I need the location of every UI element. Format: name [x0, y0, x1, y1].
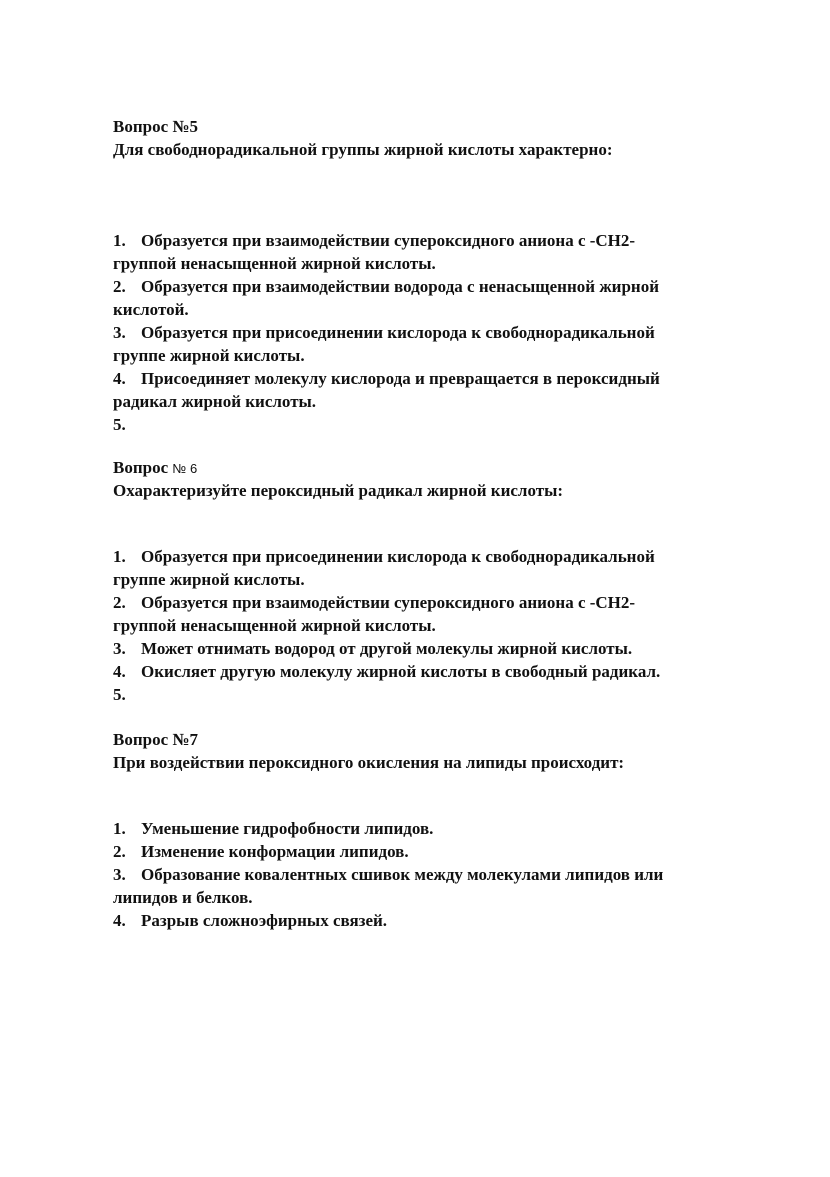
answer-item: [113, 660, 733, 683]
answer-item: [113, 591, 733, 637]
question-title-word: Вопрос: [113, 117, 169, 136]
question-prompt: При воздействии пероксидного окисления на липиды происходит:: [113, 753, 625, 772]
answer-item: [113, 545, 733, 591]
answer-item: [113, 817, 733, 840]
answer-text-continued: кислотой.: [113, 300, 189, 319]
answer-number: 4.: [113, 369, 126, 388]
answer-number: 2.: [113, 842, 126, 861]
question-7: [113, 728, 733, 930]
answer-item: [113, 229, 733, 275]
answer-text-continued: группой ненасыщенной жирной кислоты.: [113, 616, 436, 635]
answer-text: Образование ковалентных сшивок между молекулами липидов или: [141, 865, 664, 884]
answer-item: [113, 321, 733, 367]
question-title: [113, 115, 733, 138]
answer-text-continued: группой ненасыщенной жирной кислоты.: [113, 254, 436, 273]
question-prompt: Охарактеризуйте пероксидный радикал жирной кислоты:: [113, 481, 564, 500]
question-number: №7: [172, 730, 198, 749]
answer-number: 1.: [113, 819, 126, 838]
answer-item: [113, 367, 733, 413]
answer-text: Может отнимать водород от другой молекулы жирной кислоты.: [141, 639, 633, 658]
answer-text-continued: липидов и белков.: [113, 888, 253, 907]
question-title: [113, 728, 733, 751]
question-5: [113, 115, 733, 434]
answer-number: 1.: [113, 231, 126, 250]
answer-item: [113, 413, 733, 436]
answer-text: Образуется при взаимодействии супероксидного аниона с -СН2-: [141, 593, 636, 612]
answer-number: 4.: [113, 662, 126, 681]
question-title-word: Вопрос: [113, 458, 169, 477]
question-number: №5: [172, 117, 198, 136]
answer-number: 1.: [113, 547, 126, 566]
answer-list: [113, 545, 733, 706]
question-prompt: Для свободнорадикальной группы жирной кислоты характерно:: [113, 140, 613, 159]
answer-number: 2.: [113, 593, 126, 612]
answer-item: [113, 683, 733, 706]
answer-number: 2.: [113, 277, 126, 296]
answer-text: Образуется при присоединении кислорода к свободнорадикальной: [141, 323, 655, 342]
answer-text: Образуется при присоединении кислорода к свободнорадикальной: [141, 547, 655, 566]
answer-list: [113, 229, 733, 436]
answer-item: [113, 840, 733, 863]
answer-item: [113, 909, 733, 932]
answer-text-continued: радикал жирной кислоты.: [113, 392, 317, 411]
answer-text-continued: группе жирной кислоты.: [113, 570, 305, 589]
answer-text: Образуется при взаимодействии водорода с ненасыщенной жирной: [141, 277, 659, 296]
answer-item: [113, 637, 733, 660]
answer-item: [113, 863, 733, 909]
question-title: [113, 456, 733, 479]
answer-text: Образуется при взаимодействии супероксидного аниона с -СН2-: [141, 231, 636, 250]
answer-number: 3.: [113, 323, 126, 342]
answer-item: [113, 275, 733, 321]
answer-list: [113, 817, 733, 932]
answer-text-continued: группе жирной кислоты.: [113, 346, 305, 365]
answer-number: 5.: [113, 685, 126, 704]
question-number: № 6: [172, 461, 198, 476]
answer-text: Изменение конформации липидов.: [141, 842, 409, 861]
answer-text: Окисляет другую молекулу жирной кислоты в свободный радикал.: [141, 662, 661, 681]
question-6: [113, 456, 733, 704]
answer-text: Уменьшение гидрофобности липидов.: [141, 819, 434, 838]
answer-text: Присоединяет молекулу кислорода и превращается в пероксидный: [141, 369, 660, 388]
answer-number: 4.: [113, 911, 126, 930]
answer-number: 3.: [113, 639, 126, 658]
answer-number: 5.: [113, 415, 126, 434]
question-title-word: Вопрос: [113, 730, 169, 749]
answer-number: 3.: [113, 865, 126, 884]
answer-text: Разрыв сложноэфирных связей.: [141, 911, 388, 930]
